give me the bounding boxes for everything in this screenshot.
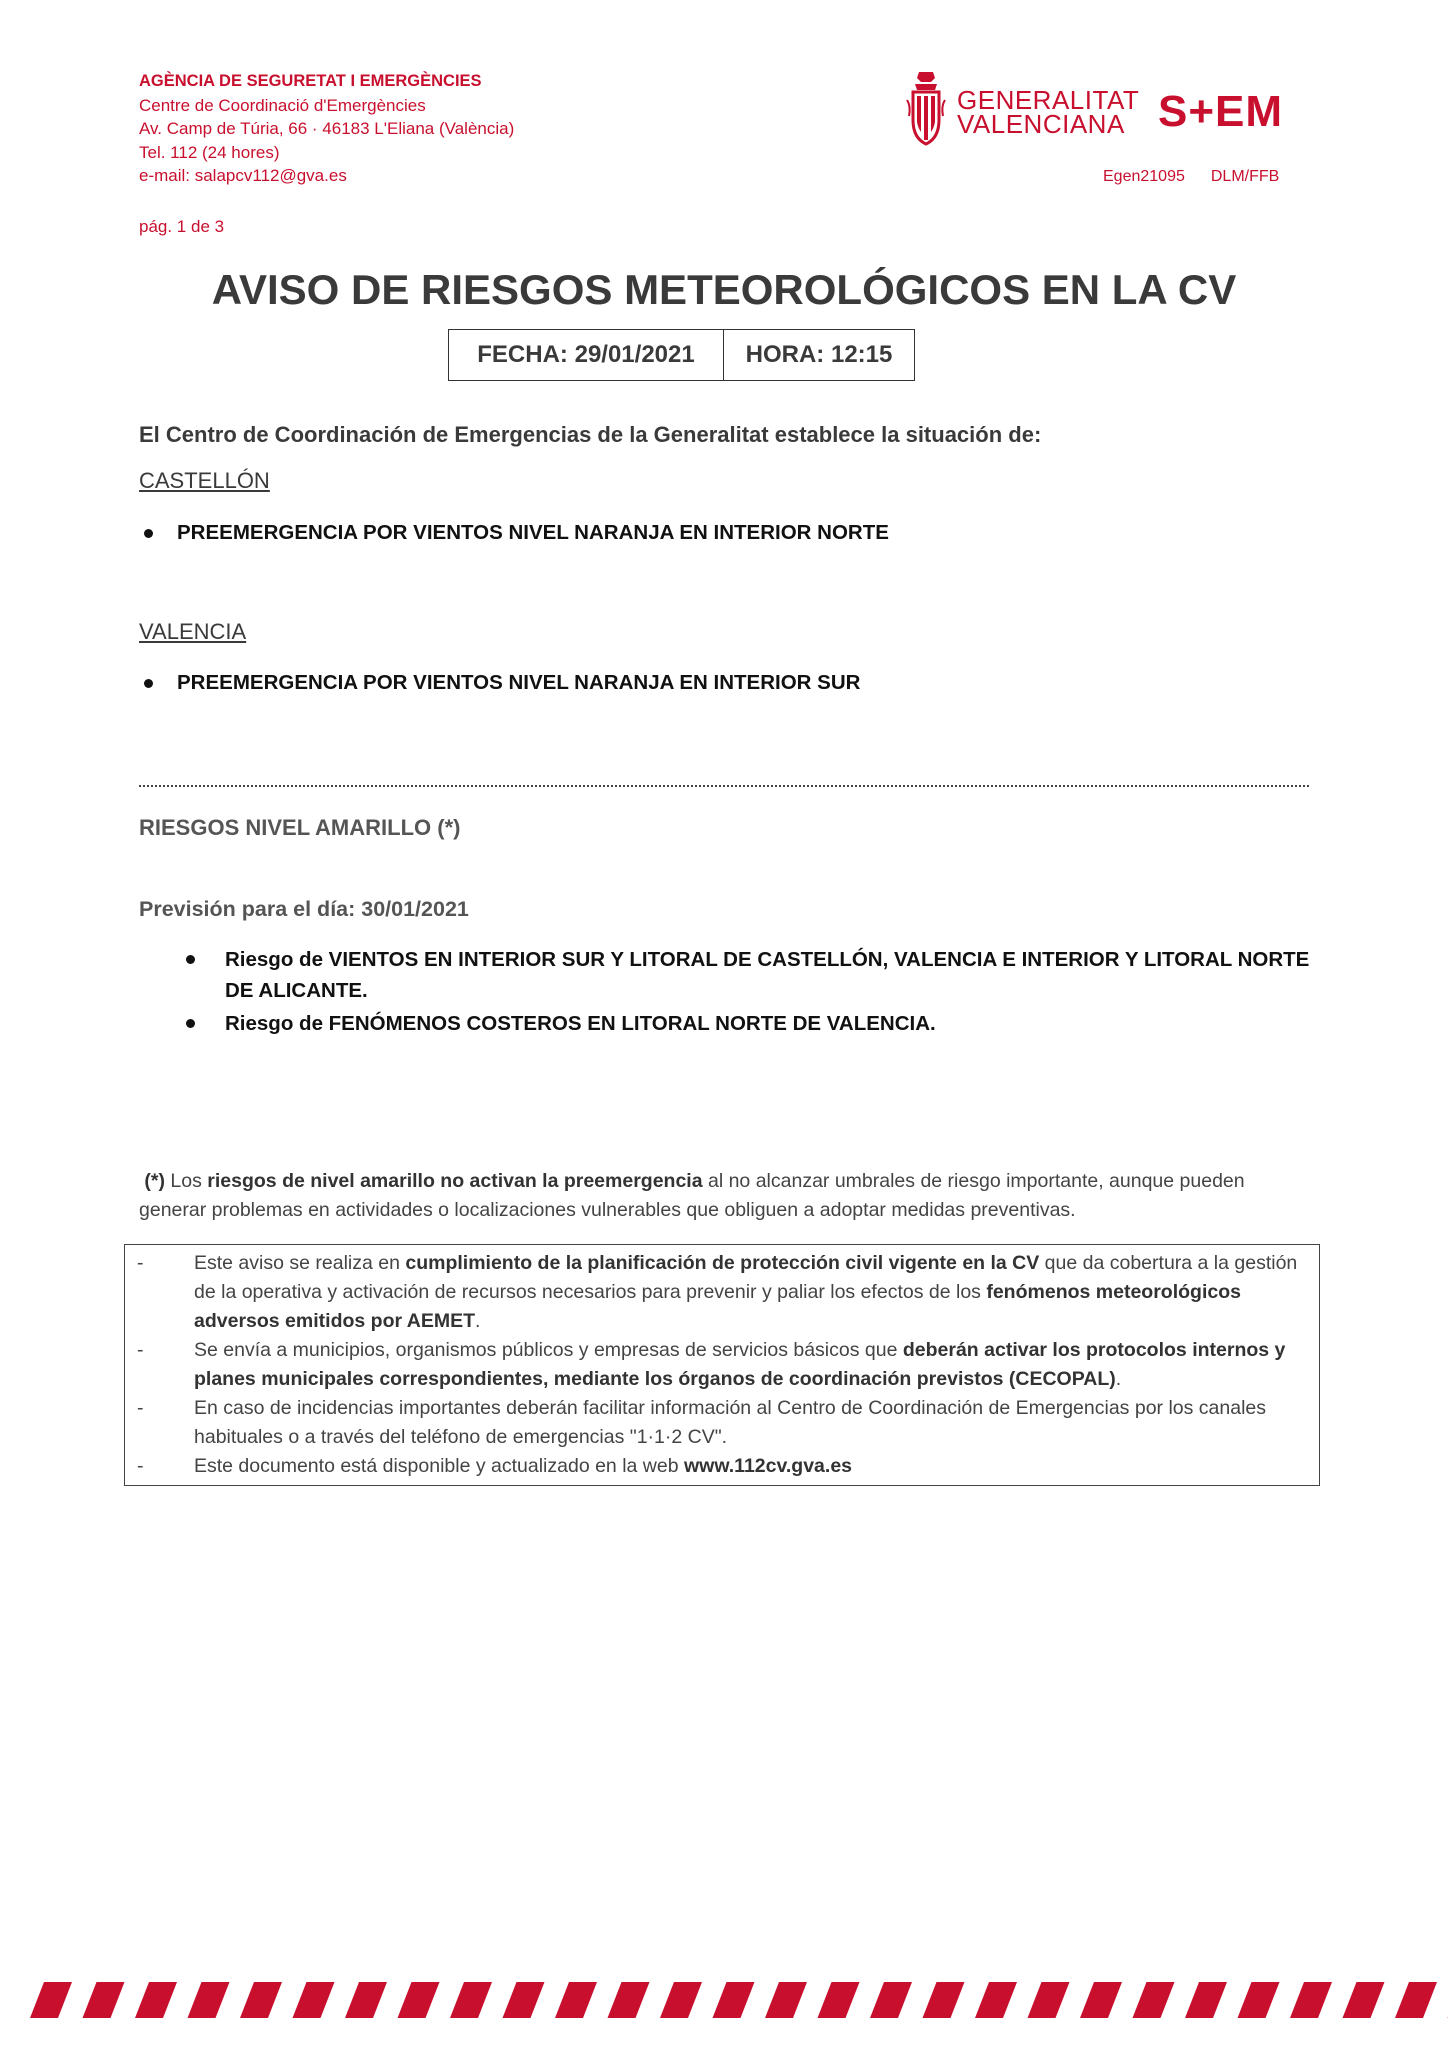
date-time-box: [448, 329, 915, 381]
dash-marker: -: [137, 1455, 144, 1477]
forecast-date: Previsión para el día: 30/01/2021: [139, 897, 469, 921]
item-text: .: [1115, 1368, 1122, 1390]
alert-castellon: [139, 521, 889, 545]
center-name: Centre de Coordinació d'Emergències: [139, 95, 426, 115]
item-text: En caso de incidencias importantes deberán facilitar información al Centro de Coordinación de Emergencias por los canales habituales o a través del teléfono de emergencias "1·1·2 CV".: [194, 1397, 1267, 1448]
stripe-mark: [345, 1982, 387, 2018]
alert-valencia: [139, 671, 860, 695]
stripe-mark: [1028, 1982, 1070, 2018]
generalitat-logo: [905, 70, 1140, 146]
stripe-mark: [1395, 1982, 1437, 2018]
item-bold: cumplimiento de la planificación de protección civil vigente en la CV: [405, 1252, 1040, 1274]
bullet-icon: [144, 679, 153, 688]
stripe-mark: [503, 1982, 545, 2018]
dash-marker: -: [137, 1252, 144, 1274]
stripe-mark: [30, 1982, 72, 2018]
dash-marker: -: [137, 1397, 144, 1419]
ref-code: Egen21095: [1103, 168, 1185, 185]
stripe-mark: [765, 1982, 807, 2018]
ref-initials: DLM/FFB: [1210, 168, 1280, 185]
sem-logo: S+EM: [1158, 87, 1284, 136]
item-text: que da cobertura a la gestión de la operativa y activación de recursos necesarios para prevenir y paliar los efectos de los: [194, 1252, 1298, 1303]
coat-of-arms-icon: [905, 70, 947, 146]
stripe-mark: [660, 1982, 702, 2018]
bullet-icon: [144, 529, 153, 538]
address: Av. Camp de Túria, 66 · 46183 L'Eliana (València): [139, 119, 515, 138]
agency-name: AGÈNCIA DE SEGURETAT I EMERGÈNCIES: [139, 72, 482, 90]
dash-marker: -: [137, 1339, 144, 1361]
bullet-icon: [186, 1019, 195, 1028]
agency-header: [139, 70, 514, 188]
dotted-divider: [139, 785, 1309, 787]
stripe-mark: [555, 1982, 597, 2018]
time-field: HORA: 12:15: [745, 341, 893, 368]
stripe-mark: [293, 1982, 335, 2018]
alert-text: PREEMERGENCIA POR VIENTOS NIVEL NARANJA EN INTERIOR SUR: [177, 671, 861, 694]
stripe-mark: [1080, 1982, 1122, 2018]
item-text: Este aviso se realiza en: [194, 1252, 406, 1274]
yellow-risk-text: Riesgo de VIENTOS EN INTERIOR SUR Y LITORAL DE CASTELLÓN, VALENCIA E INTERIOR Y LITORAL NORTE DE ALICANTE.: [225, 948, 1310, 1002]
alert-text: PREEMERGENCIA POR VIENTOS NIVEL NARANJA EN INTERIOR NORTE: [177, 521, 889, 544]
bullet-icon: [186, 955, 195, 964]
item-bold: fenómenos meteorológicos adversos emitidos por AEMET: [194, 1281, 1241, 1332]
email[interactable]: e-mail: salapcv112@gva.es: [139, 166, 347, 185]
stripe-mark: [398, 1982, 440, 2018]
stripe-mark: [135, 1982, 177, 2018]
intro-text: El Centro de Coordinación de Emergencias de la Generalitat establece la situación de:: [139, 422, 1042, 447]
generalitat-wordmark: [957, 85, 1140, 139]
page-title: AVISO DE RIESGOS METEOROLÓGICOS EN LA CV: [211, 266, 1237, 313]
stripe-mark: [608, 1982, 650, 2018]
disclaimer-box: [124, 1244, 1320, 1486]
page-number: pág. 1 de 3: [139, 217, 225, 236]
footer-stripes: [0, 1982, 1448, 2018]
stripe-mark: [923, 1982, 965, 2018]
logo-line-2: VALENCIANA: [957, 109, 1125, 139]
note-text: al no alcanzar umbrales de riesgo importante, aunque pueden generar problemas en actividades o localizaciones vulnerables que obliguen a adoptar medidas preventivas.: [139, 1170, 1245, 1221]
yellow-note: [139, 1167, 1309, 1225]
item-bold: deberán activar los protocolos internos y planes municipales correspondientes, mediante los órganos de coordinación previstos (CECOPAL): [194, 1339, 1286, 1390]
item-text: Se envía a municipios, organismos públicos y empresas de servicios básicos que: [194, 1339, 903, 1361]
province-valencia: VALENCIA: [139, 619, 247, 644]
province-castellon: CASTELLÓN: [139, 468, 270, 493]
stripe-mark: [83, 1982, 125, 2018]
logo-line-1: GENERALITAT: [957, 85, 1140, 115]
item-text: .: [475, 1310, 481, 1332]
stripe-mark: [1133, 1982, 1175, 2018]
stripe-mark: [870, 1982, 912, 2018]
stripe-mark: [713, 1982, 755, 2018]
website-link[interactable]: www.112cv.gva.es: [683, 1455, 853, 1477]
yellow-risk-heading: RIESGOS NIVEL AMARILLO (*): [139, 815, 461, 840]
stripe-mark: [818, 1982, 860, 2018]
note-bold: riesgos de nivel amarillo no activan la preemergencia: [207, 1170, 703, 1192]
stripe-mark: [1238, 1982, 1280, 2018]
note-star: (*): [144, 1170, 165, 1192]
stripe-mark: [975, 1982, 1017, 2018]
date-field: FECHA: 29/01/2021: [449, 330, 724, 380]
item-text: Este documento está disponible y actualizado en la web: [194, 1455, 684, 1477]
stripe-mark: [188, 1982, 230, 2018]
document-refs: [1103, 168, 1305, 186]
phone: Tel. 112 (24 hores): [139, 142, 280, 162]
yellow-risk-text: Riesgo de FENÓMENOS COSTEROS EN LITORAL NORTE DE VALENCIA.: [225, 1012, 936, 1035]
note-text: Los: [165, 1170, 208, 1192]
stripe-mark: [1185, 1982, 1227, 2018]
stripe-mark: [1343, 1982, 1385, 2018]
stripe-mark: [240, 1982, 282, 2018]
stripe-mark: [1290, 1982, 1332, 2018]
stripe-mark: [450, 1982, 492, 2018]
